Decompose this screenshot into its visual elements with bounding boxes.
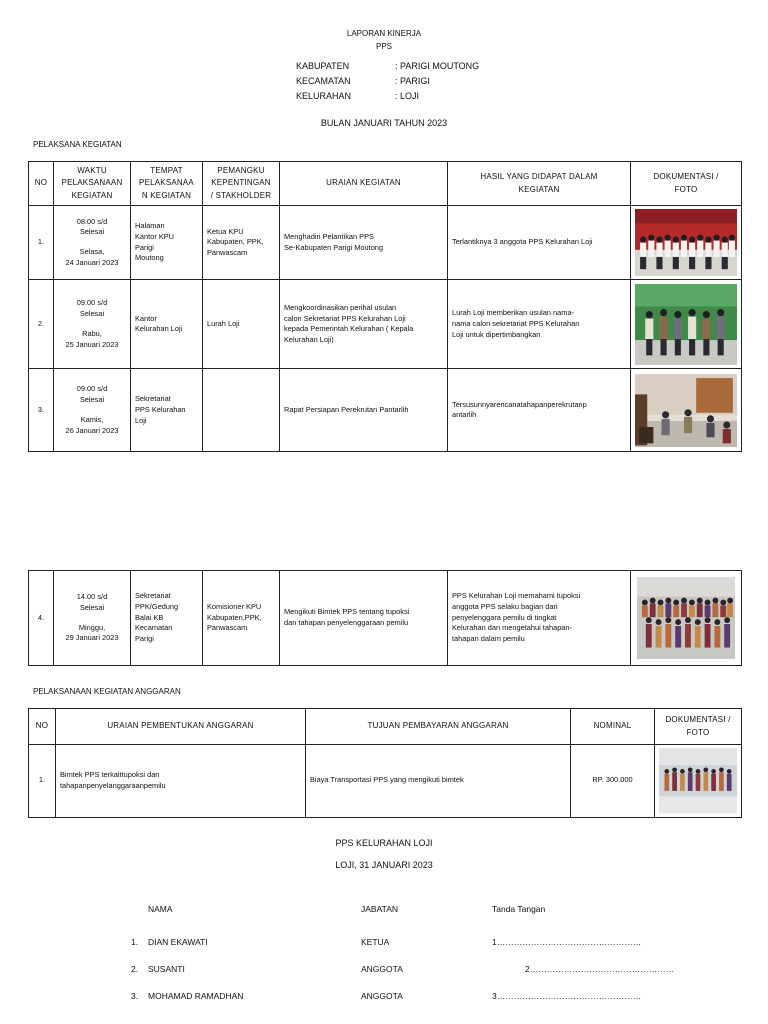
tempat-line: Kantor xyxy=(135,313,157,323)
info-row-kabupaten xyxy=(296,59,479,74)
hasil-line: Lurah Loji memberikan usulan nama- xyxy=(452,308,575,318)
budget-table xyxy=(28,708,742,818)
uraian-line: tahapanpenyelanggaraanpemilu xyxy=(60,780,166,790)
waktu-line: 08.00 s/d xyxy=(76,216,108,226)
location-info xyxy=(296,59,479,104)
col-waktu xyxy=(54,162,131,206)
table-row xyxy=(29,369,742,452)
table-header-row xyxy=(29,162,742,206)
tempat-line: Parigi xyxy=(135,634,154,644)
col-waktu-l2: PELAKSANAAN xyxy=(61,178,123,188)
member-no: 3. xyxy=(131,991,139,1001)
col-nominal: NOMINAL xyxy=(571,709,655,745)
col-no: NO xyxy=(29,162,54,206)
tempat-line: PPK/Gedung xyxy=(135,601,179,611)
hasil-line: Kelurahan dan mengetahui tahapan- xyxy=(452,623,572,633)
col-pemangku-l2: KEPENTINGAN xyxy=(211,178,271,188)
row-uraian xyxy=(280,571,448,666)
info-label: KELURAHAN xyxy=(296,91,352,101)
col-dok-l1: DOKUMENTASI / xyxy=(665,715,731,725)
col-dok-l2: FOTO xyxy=(674,184,698,194)
hasil-line: Loji untuk dipertimbangkan xyxy=(452,329,541,339)
row-waktu xyxy=(54,369,131,452)
waktu-line: 24 Januari 2023 xyxy=(65,257,119,267)
hasil-line: penyelenggara pemilu di tingkat xyxy=(452,612,557,622)
tempat-line: Moutong xyxy=(135,253,164,263)
waktu-line: 25 Januari 2023 xyxy=(65,339,119,349)
tempat-line: Sekretariat xyxy=(135,394,171,404)
col-uraian-anggaran: URAIAN PEMBENTUKAN ANGGARAN xyxy=(56,709,306,745)
col-tempat-l3: N KEGIATAN xyxy=(141,190,192,200)
footer-org: PPS KELURAHAN LOJI xyxy=(335,838,433,848)
waktu-line: 14.00 s/d xyxy=(76,592,108,602)
col-dok-l1: DOKUMENTASI / xyxy=(653,172,719,182)
row-hasil xyxy=(448,280,631,369)
table-row xyxy=(29,745,742,818)
info-value: : LOJI xyxy=(395,91,420,101)
waktu-line: Kamis, xyxy=(80,414,104,424)
row-no: 1. xyxy=(29,206,54,280)
uraian-line: Mengkoordinasikan perihal usulan xyxy=(284,302,397,312)
signature-line: 1…………………………………………… xyxy=(492,937,642,947)
row-pemangku xyxy=(203,206,280,280)
info-row-kecamatan xyxy=(296,74,479,89)
col-nama-label: NAMA xyxy=(148,904,173,914)
activity-table xyxy=(28,161,742,452)
col-uraian: URAIAN KEGIATAN xyxy=(280,162,448,206)
tempat-line: Kecamatan xyxy=(135,623,173,633)
activity-table-continued xyxy=(28,570,742,666)
row-no: 1. xyxy=(29,745,56,818)
waktu-line: Selesai xyxy=(79,602,105,612)
signature-line: 3…………………………………………… xyxy=(492,991,642,1001)
tempat-line: Kelurahan Loji xyxy=(135,324,183,334)
row-uraian xyxy=(280,280,448,369)
member-no: 2. xyxy=(131,964,139,974)
hasil-line: tahapan dalam pemilu xyxy=(452,634,525,644)
uraian-line: kepada Pemerintah Kelurahan ( Kepala xyxy=(284,324,414,334)
row-uraian-anggaran xyxy=(56,745,306,818)
row-hasil xyxy=(448,206,631,280)
tempat-line: PPS Kelurahan xyxy=(135,404,186,414)
crowd-photo-icon xyxy=(637,577,735,659)
member-nama: MOHAMAD RAMADHAN xyxy=(148,991,244,1001)
waktu-line: 09.00 s/d xyxy=(76,298,108,308)
uraian-line: Menghadiri Pelantikan PPS xyxy=(284,231,374,241)
waktu-line: 29 Januari 2023 xyxy=(65,633,119,643)
row-waktu xyxy=(54,280,131,369)
col-hasil-l2: KEGIATAN xyxy=(518,184,560,194)
col-dok-l2: FOTO xyxy=(686,727,710,737)
member-jabatan: ANGGOTA xyxy=(361,964,403,974)
hasil-line: Terlantiknya 3 anggota PPS Kelurahan Loji xyxy=(452,237,593,247)
col-jabatan-label: JABATAN xyxy=(361,904,398,914)
col-pemangku-l3: / STAKHOLDER xyxy=(210,190,272,200)
row-tempat xyxy=(131,571,203,666)
pemangku-line: Kabupaten,PPK, xyxy=(207,612,262,622)
crowd-photo-icon xyxy=(659,748,737,814)
pemangku-line: Ketua KPU xyxy=(207,226,244,236)
hasil-line: PPS Kelurahan Loji memahami tupoksi xyxy=(452,591,581,601)
report-period: BULAN JANUARI TAHUN 2023 xyxy=(320,118,448,128)
waktu-line: Selasa, xyxy=(79,247,105,257)
col-tempat-l2: PELAKSANAA xyxy=(139,178,194,188)
section2-title: PELAKSANAAN KEGIATAN ANGGARAN xyxy=(33,687,181,696)
waktu-line: 26 Januari 2023 xyxy=(65,425,119,435)
tempat-line: Balai KB xyxy=(135,612,164,622)
row-tempat xyxy=(131,206,203,280)
group-photo-icon xyxy=(635,209,737,276)
hasil-line: nama calon sekretariat PPS Kelurahan xyxy=(452,318,580,328)
pemangku-line: Lurah Loji xyxy=(207,318,240,328)
tempat-line: Halaman xyxy=(135,221,165,231)
col-waktu-l1: WAKTU xyxy=(77,165,107,175)
report-title xyxy=(0,27,768,53)
row-photo-cell xyxy=(655,745,742,818)
row-hasil xyxy=(448,369,631,452)
row-photo-cell xyxy=(631,280,742,369)
col-tempat xyxy=(131,162,203,206)
waktu-line: Selesai xyxy=(79,227,105,237)
row-no: 2. xyxy=(29,280,54,369)
row-waktu xyxy=(54,571,131,666)
row-no: 3. xyxy=(29,369,54,452)
waktu-line: Selesai xyxy=(79,395,105,405)
col-waktu-l3: KEGIATAN xyxy=(71,190,113,200)
col-no: NO xyxy=(29,709,56,745)
room-photo-icon xyxy=(635,374,737,447)
info-label: KABUPATEN xyxy=(296,61,350,71)
hasil-line: antarlih xyxy=(452,410,477,420)
col-dokumentasi xyxy=(655,709,742,745)
info-row-kelurahan xyxy=(296,89,479,104)
row-tujuan: Biaya Transportasi PPS yang mengikuti bimtek xyxy=(306,745,571,818)
member-no: 1. xyxy=(131,937,139,947)
col-dokumentasi xyxy=(631,162,742,206)
waktu-line: Minggu, xyxy=(78,622,106,632)
row-no: 4. xyxy=(29,571,54,666)
pemangku-line: Kabupaten, PPK, xyxy=(207,237,264,247)
row-pemangku xyxy=(203,369,280,452)
row-tempat xyxy=(131,369,203,452)
footer-place-date: LOJI, 31 JANUARI 2023 xyxy=(335,860,433,870)
col-ttd-label: Tanda Tangan xyxy=(492,904,546,914)
waktu-line: Rabu, xyxy=(82,328,102,338)
uraian-line: Mengikuti Bimtek PPS tentang tupoksi xyxy=(284,607,410,617)
col-tujuan: TUJUAN PEMBAYARAN ANGGARAN xyxy=(306,709,571,745)
pemangku-line: Komisioner KPU xyxy=(207,601,262,611)
report-title-line1: LAPORAN KINERJA xyxy=(346,29,422,38)
row-tempat xyxy=(131,280,203,369)
uraian-line: Se-Kabupaten Parigi Moutong xyxy=(284,242,384,252)
row-nominal: RP. 300.000 xyxy=(571,745,655,818)
row-hasil xyxy=(448,571,631,666)
table-row xyxy=(29,571,742,666)
table-header-row xyxy=(29,709,742,745)
table-row xyxy=(29,280,742,369)
pemangku-line: Panwascam xyxy=(207,248,248,258)
row-uraian xyxy=(280,369,448,452)
meeting-photo-icon xyxy=(635,284,737,366)
row-photo-cell xyxy=(631,206,742,280)
info-value: : PARIGI xyxy=(395,76,430,86)
waktu-line: 09.00 s/d xyxy=(76,384,108,394)
tempat-line: Kantor KPU xyxy=(135,231,175,241)
pemangku-line: Panwascam xyxy=(207,623,248,633)
col-pemangku xyxy=(203,162,280,206)
row-pemangku xyxy=(203,571,280,666)
col-hasil xyxy=(448,162,631,206)
col-tempat-l1: TEMPAT xyxy=(150,165,183,175)
tempat-line: Loji xyxy=(135,415,147,425)
row-uraian xyxy=(280,206,448,280)
hasil-line: anggota PPS selaku bagian dari xyxy=(452,601,558,611)
member-jabatan: ANGGOTA xyxy=(361,991,403,1001)
row-photo-cell xyxy=(631,571,742,666)
col-pemangku-l1: PEMANGKU xyxy=(217,165,265,175)
section1-title: PELAKSANA KEGIATAN xyxy=(33,140,122,149)
tempat-line: Parigi xyxy=(135,242,154,252)
tempat-line: Sekretariat xyxy=(135,591,171,601)
member-nama: DIAN EKAWATI xyxy=(148,937,208,947)
row-photo-cell xyxy=(631,369,742,452)
hasil-line: Tersusunnyarencanatahapanperekrutanp xyxy=(452,399,587,409)
report-title-line2: PPS xyxy=(375,42,392,51)
uraian-line: Kelurahan Loji) xyxy=(284,335,334,345)
member-nama: SUSANTI xyxy=(148,964,185,974)
info-label: KECAMATAN xyxy=(296,76,351,86)
row-waktu xyxy=(54,206,131,280)
uraian-line: Rapat Persiapan Perekrutan Pantarlih xyxy=(284,404,409,414)
signature-line: 2…………………………………………… xyxy=(525,964,675,974)
member-jabatan: KETUA xyxy=(361,937,390,947)
uraian-line: Bimtek PPS terkaittupoksi dan xyxy=(60,770,160,780)
uraian-line: dan tahapan penyelenggaraan pemilu xyxy=(284,618,409,627)
row-pemangku xyxy=(203,280,280,369)
uraian-line: calon Sekretariat PPS Kelurahan Loji xyxy=(284,313,406,323)
col-hasil-l1: HASIL YANG DIDAPAT DALAM xyxy=(480,172,598,182)
table-row xyxy=(29,206,742,280)
info-value: : PARIGI MOUTONG xyxy=(395,61,480,71)
waktu-line: Selesai xyxy=(79,309,105,319)
